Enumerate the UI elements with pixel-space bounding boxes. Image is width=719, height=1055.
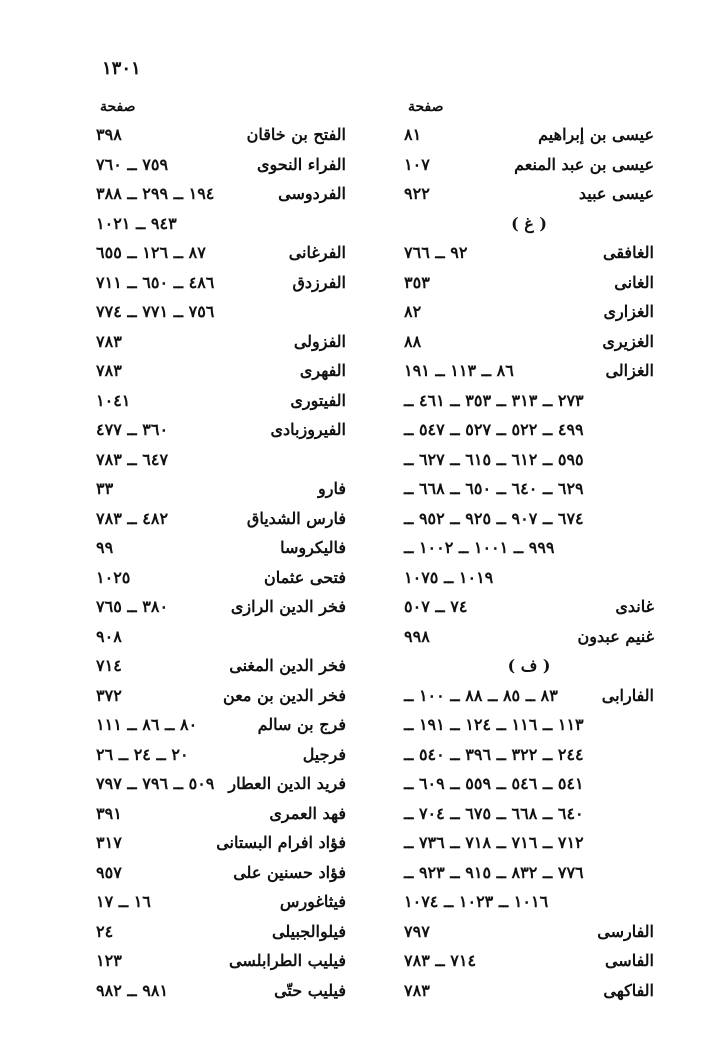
entry-name: فهد العمرى — [269, 803, 346, 823]
entry-pages: ٣١٧ — [96, 833, 122, 852]
page-number: ١٣٠١ — [102, 58, 141, 79]
entry-name: فريد الدين العطار — [228, 774, 346, 793]
entry-name: فارس الشدياق — [246, 508, 346, 528]
index-entry — [96, 327, 346, 357]
index-entry — [96, 828, 346, 858]
entry-pages: ٤٨٢ ــ ٧٨٣ — [96, 508, 169, 528]
index-entry — [96, 769, 346, 799]
index-entry — [96, 474, 346, 504]
index-entry — [96, 917, 346, 947]
entry-name: فخر الدين الرازى — [230, 597, 346, 616]
entry-name: الفتح بن خاقان — [246, 125, 346, 144]
entry-name: الفرزدق — [292, 272, 346, 292]
entry-name: فيليب الطرابلسى — [229, 951, 346, 970]
entry-pages: ٧١٢ ــ ٧١٦ ــ ٧١٨ ــ ٧٣٦ ــ — [404, 833, 584, 852]
entry-pages: ١٩٤ ــ ٢٩٩ ــ ٣٨٨ — [96, 184, 215, 203]
index-entry — [404, 592, 654, 622]
index-entry — [404, 917, 654, 947]
index-entry — [96, 622, 346, 652]
section-heading — [404, 209, 654, 239]
entry-pages: ٧٥٩ ــ ٧٦٠ — [96, 154, 169, 174]
entry-pages: ٧٨٣ — [404, 980, 430, 1000]
column-header: صفحة — [408, 99, 444, 115]
entry-pages: ٤٩٩ ــ ٥٢٢ ــ ٥٢٧ ــ ٥٤٧ ــ — [404, 420, 584, 439]
index-entry — [96, 740, 346, 770]
index-rows — [404, 120, 654, 1005]
entry-name: عيسى بن إبراهيم — [538, 125, 654, 144]
section-letter: ( ف ) — [507, 656, 551, 675]
index-column-right — [404, 94, 654, 1005]
index-entry — [404, 858, 654, 888]
entry-pages: ٥٩٥ ــ ٦١٢ ــ ٦١٥ ــ ٦٢٧ ــ — [404, 449, 584, 469]
entry-pages: ٧٤ ــ ٥٠٧ — [404, 597, 468, 616]
index-entry — [404, 828, 654, 858]
entry-pages: ٢٠ ــ ٢٤ ــ ٢٦ — [96, 744, 189, 764]
entry-name: الفهرى — [299, 361, 346, 380]
index-entry — [96, 150, 346, 180]
entry-pages: ٧٥٦ ــ ٧٧١ ــ ٧٧٤ — [96, 302, 215, 321]
entry-name: غنيم عبدون — [577, 626, 654, 646]
entry-name: الغانى — [614, 272, 654, 292]
index-entry — [404, 120, 654, 150]
entry-pages: ٥٠٩ ــ ٧٩٦ ــ ٧٩٧ — [96, 774, 215, 793]
index-entry — [96, 445, 346, 475]
section-letter: ( غ ) — [511, 213, 547, 233]
index-entry — [96, 268, 346, 298]
entry-pages: ٣٣ — [96, 479, 114, 498]
index-entry — [96, 533, 346, 563]
entry-pages: ١١٣ ــ ١١٦ ــ ١٢٤ ــ ١٩١ ــ — [404, 715, 584, 734]
entry-pages: ٨٨ — [404, 331, 422, 351]
entry-name: فتحى عثمان — [264, 567, 346, 587]
entry-name: فخر الدين بن معن — [223, 685, 346, 705]
entry-pages: ٣٨٠ ــ ٧٦٥ — [96, 597, 169, 616]
index-entry — [404, 887, 654, 917]
entry-pages: ١٦ ــ ١٧ — [96, 892, 151, 911]
index-entry — [404, 356, 654, 386]
entry-name: الغزالى — [605, 361, 654, 380]
index-entry — [96, 858, 346, 888]
entry-name: فؤاد افرام البستانى — [216, 833, 346, 852]
index-entry — [96, 799, 346, 829]
index-entry — [404, 563, 654, 593]
entry-pages: ٦٤٧ ــ ٧٨٣ — [96, 449, 169, 469]
entry-pages: ٨١ — [404, 125, 422, 144]
entry-pages: ٧٧٦ ــ ٨٣٢ ــ ٩١٥ ــ ٩٢٣ ــ — [404, 862, 584, 882]
entry-pages: ٢٧٣ ــ ٣١٣ ــ ٣٥٣ ــ ٤٦١ ــ — [404, 390, 584, 410]
index-entry — [404, 179, 654, 209]
index-entry — [404, 386, 654, 416]
entry-pages: ٩٩ — [96, 538, 114, 557]
entry-pages: ٣٧٢ — [96, 685, 122, 705]
index-entry — [96, 976, 346, 1006]
section-heading — [404, 651, 654, 681]
entry-name: الغافقى — [603, 243, 654, 262]
index-entry — [96, 563, 346, 593]
entry-name: الفيتورى — [290, 390, 346, 410]
index-entry — [404, 445, 654, 475]
entry-pages: ٩٢ ــ ٧٦٦ — [404, 243, 468, 262]
entry-pages: ١٠٧ — [404, 154, 430, 174]
entry-name: الفيروزبادى — [270, 420, 346, 439]
entry-pages: ٨٧ ــ ١٢٦ ــ ٦٥٥ — [96, 243, 206, 262]
entry-pages: ٢٤ — [96, 921, 114, 941]
entry-pages: ٩٠٨ — [96, 626, 122, 646]
entry-pages: ٧٨٣ — [96, 361, 122, 380]
index-entry — [96, 710, 346, 740]
entry-pages: ٣٥٣ — [404, 272, 430, 292]
entry-name: الغزيرى — [602, 331, 654, 351]
entry-name: الفراء النحوى — [256, 154, 346, 174]
entry-name: الفاسى — [604, 951, 654, 970]
entry-pages: ٩٩٩ ــ ١٠٠١ ــ ١٠٠٢ ــ — [404, 538, 555, 557]
entry-pages: ٦٤٠ ــ ٦٦٨ ــ ٦٧٥ ــ ٧٠٤ ــ — [404, 803, 584, 823]
entry-pages: ١٠٤١ — [96, 390, 131, 410]
index-entry — [404, 533, 654, 563]
index-entry — [96, 179, 346, 209]
index-entry — [404, 769, 654, 799]
entry-pages: ٨٠ ــ ٨٦ ــ ١١١ — [96, 715, 198, 734]
index-entry — [96, 887, 346, 917]
index-entry — [96, 504, 346, 534]
index-entry — [96, 592, 346, 622]
entry-pages: ٢٤٤ ــ ٣٢٢ ــ ٣٩٦ ــ ٥٤٠ ــ — [404, 744, 584, 764]
entry-name: الفاكهى — [603, 980, 654, 1000]
index-entry — [96, 238, 346, 268]
index-entry — [404, 622, 654, 652]
index-entry — [404, 238, 654, 268]
entry-name: فرج بن سالم — [257, 715, 346, 734]
index-entry — [404, 504, 654, 534]
index-entry — [96, 356, 346, 386]
column-header: صفحة — [100, 99, 136, 115]
entry-name: فخر الدين المغنى — [229, 656, 346, 675]
entry-name: الفردوسى — [278, 184, 346, 203]
index-entry — [404, 976, 654, 1006]
index-entry — [96, 415, 346, 445]
entry-pages: ٦٧٤ ــ ٩٠٧ ــ ٩٢٥ ــ ٩٥٢ ــ — [404, 508, 584, 528]
index-entry — [404, 415, 654, 445]
entry-pages: ٣٦٠ ــ ٤٧٧ — [96, 420, 169, 439]
index-entry — [404, 681, 654, 711]
index-entry — [404, 474, 654, 504]
entry-name: الفارسى — [597, 921, 654, 941]
index-entry — [96, 651, 346, 681]
entry-name: فرجيل — [302, 744, 346, 764]
entry-name: عيسى بن عبد المنعم — [514, 154, 654, 174]
entry-pages: ٥٤١ ــ ٥٤٦ ــ ٥٥٩ ــ ٦٠٩ ــ — [404, 774, 584, 793]
entry-pages: ٩٨١ ــ ٩٨٢ — [96, 980, 169, 1000]
index-entry — [96, 386, 346, 416]
index-entry — [404, 150, 654, 180]
entry-pages: ١٢٣ — [96, 951, 122, 970]
entry-pages: ٣٩١ — [96, 803, 122, 823]
entry-pages: ٧١٤ — [96, 656, 122, 675]
entry-name: عيسى عبيد — [578, 184, 654, 203]
index-entry — [404, 740, 654, 770]
entry-pages: ٨٣ ــ ٨٥ ــ ٨٨ ــ ١٠٠ ــ — [404, 685, 558, 705]
index-entry — [96, 946, 346, 976]
entry-pages: ١٠٢٥ — [96, 567, 131, 587]
entry-pages: ٧١٤ ــ ٧٨٣ — [404, 951, 477, 970]
entry-pages: ٦٢٩ ــ ٦٤٠ ــ ٦٥٠ ــ ٦٦٨ ــ — [404, 479, 584, 498]
entry-pages: ٣٩٨ — [96, 125, 122, 144]
index-entry — [96, 209, 346, 239]
entry-name: الفارابى — [601, 685, 654, 705]
entry-name: الفرغانى — [288, 243, 346, 262]
entry-pages: ٩٤٣ ــ ١٠٢١ — [96, 213, 177, 233]
index-rows — [96, 120, 346, 1005]
entry-name: فاليكروسا — [280, 538, 346, 557]
entry-pages: ١٠١٦ ــ ١٠٢٣ ــ ١٠٧٤ — [404, 892, 549, 911]
index-entry — [96, 681, 346, 711]
entry-pages: ٨٦ ــ ١١٣ ــ ١٩١ — [404, 361, 514, 380]
index-entry — [404, 799, 654, 829]
entry-name: فارو — [318, 479, 346, 498]
entry-name: الغزارى — [603, 302, 654, 321]
entry-pages: ٧٩٧ — [404, 921, 430, 941]
entry-name: فؤاد حسنين على — [233, 862, 346, 882]
entry-name: الفزولى — [293, 331, 346, 351]
entry-pages: ٩٩٨ — [404, 626, 430, 646]
entry-pages: ٧٨٣ — [96, 331, 122, 351]
entry-pages: ٤٨٦ ــ ٦٥٠ ــ ٧١١ — [96, 272, 215, 292]
entry-pages: ٨٢ — [404, 302, 422, 321]
index-entry — [96, 120, 346, 150]
entry-pages: ٩٢٢ — [404, 184, 430, 203]
entry-pages: ١٠١٩ ــ ١٠٧٥ — [404, 567, 494, 587]
entry-name: غاندى — [615, 597, 654, 616]
entry-name: فيلوالجبيلى — [272, 921, 346, 941]
index-entry — [404, 297, 654, 327]
entry-pages: ٩٥٧ — [96, 862, 122, 882]
index-entry — [404, 946, 654, 976]
index-entry — [96, 297, 346, 327]
entry-name: فيليب حتّى — [274, 980, 346, 1000]
index-entry — [404, 268, 654, 298]
index-entry — [404, 710, 654, 740]
index-entry — [404, 327, 654, 357]
entry-name: فيثاغورس — [279, 892, 346, 911]
index-column-left — [96, 94, 346, 1005]
